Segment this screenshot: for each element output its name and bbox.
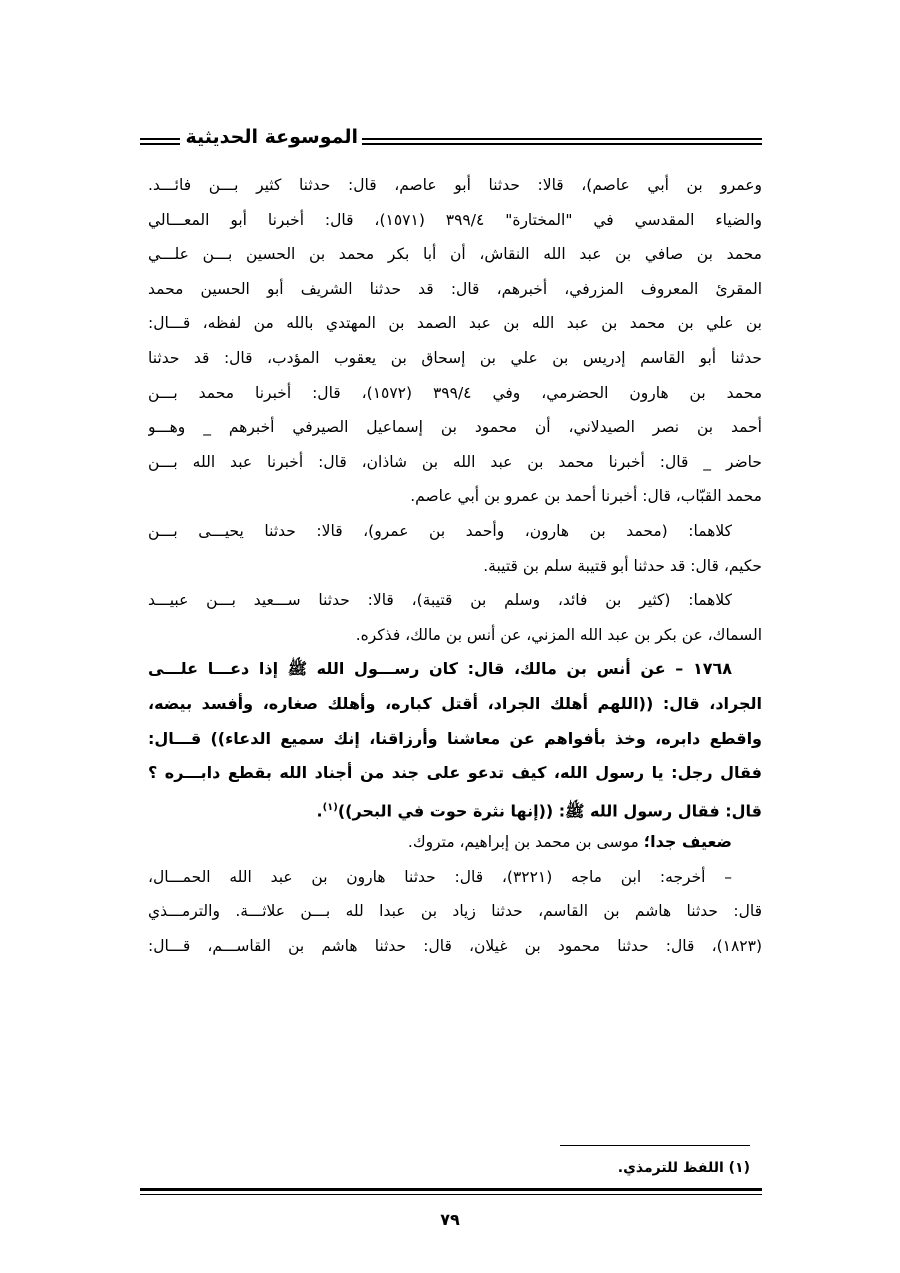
- hadith-line-last: [148, 791, 762, 826]
- text-line: – أخرجه: ابن ماجه (٣٢٢١)، قال: حدثنا هارون بن عبد الله الحمـــال،: [148, 867, 732, 886]
- running-header: [140, 128, 762, 164]
- text-line: حاضر _ قال: أخبرنا محمد بن عبد الله بن شاذان، قال: أخبرنا عبد الله بـــن: [148, 452, 762, 471]
- footnote-separator: [560, 1145, 750, 1146]
- text-line: حكيم، قال: قد حدثنا أبو قتيبة سلم بن قتيبة.: [483, 556, 762, 575]
- text-line: السماك، عن بكر بن عبد الله المزني، عن أنس بن مالك، فذكره.: [355, 625, 762, 644]
- text-line: محمد بن هارون الحضرمي، وفي ٣٩٩/٤ (١٥٧٢)، قال: أخبرنا محمد بـــن: [148, 383, 762, 402]
- page-number: ٧٩: [440, 1210, 460, 1229]
- footnote: (١) اللفظ للترمذي.: [617, 1160, 750, 1176]
- text-line: محمد بن صافي بن عبد الله النقاش، أن أبا بكر محمد بن الحسين بـــن علـــي: [148, 245, 762, 264]
- grading-label: ضعيف جدا؛: [643, 832, 732, 852]
- hadith-line: واقطع دابره، وخذ بأفواهم عن معاشنا وأرزاقنا، إنك سميع الدعاء)) قـــال:: [148, 728, 762, 748]
- grading-line: [148, 825, 762, 860]
- text-line: قال: حدثنا هاشم بن القاسم، حدثنا زياد بن عبدا لله بـــن علاثـــة. والترمـــذي: [148, 902, 762, 921]
- text-line: كلاهما: (محمد بن هارون، وأحمد بن عمرو)، قالا: حدثنا يحيـــى بـــن: [148, 521, 732, 540]
- text-line: محمد القبّاب، قال: أخبرنا أحمد بن عمرو بن أبي عاصم.: [410, 487, 762, 506]
- grading-text: موسى بن محمد بن إبراهيم، متروك.: [407, 833, 644, 852]
- hadith-line: فقال رجل: يا رسول الله، كيف تدعو على جند من أجناد الله بقطع دابـــره ؟: [148, 763, 762, 783]
- text-line: (١٨٢٣)، قال: حدثنا محمود بن غيلان، قال: حدثنا هاشم بن القاســـم، قـــال:: [148, 937, 762, 956]
- text-line: أحمد بن نصر الصيدلاني، أن محمود بن إسماعيل الصيرفي أخبرهم _ وهـــو: [148, 418, 762, 437]
- text-line: بن علي بن محمد بن عبد الله بن عبد الصمد بن المهتدي بالله من لفظه، قـــال:: [148, 314, 762, 333]
- text-line: كلاهما: (كثير بن فائد، وسلم بن قتيبة)، قالا: حدثنا ســـعيد بـــن عبيـــد: [148, 591, 732, 610]
- text-line: والضياء المقدسي في "المختارة" ٣٩٩/٤ (١٥٧١)، قال: أخبرنا أبو المعـــالي: [148, 210, 762, 229]
- header-rule-right: [362, 138, 762, 148]
- hadith-line: الجراد، قال: ((اللهم أهلك الجراد، أقتل كباره، وأهلك صغاره، وأفسد بيضه،: [148, 693, 762, 713]
- text-line: حدثنا أبو القاسم إدريس بن علي بن إسحاق بن يعقوب المؤدب، قال: قد حدثنا: [148, 348, 762, 367]
- header-rule-left: [140, 138, 180, 148]
- footnote-ref: (١): [322, 801, 338, 813]
- bottom-rule: [140, 1188, 762, 1195]
- body-text: [148, 168, 762, 964]
- hadith-line-text: قال: فقال رسول الله ﷺ: ((إنها نثرة حوت في البحر)): [337, 801, 762, 821]
- text-line: وعمرو بن أبي عاصم)، قالا: حدثنا أبو عاصم، قال: حدثنا كثير بـــن فائـــد.: [148, 176, 762, 194]
- header-title: الموسوعة الحديثية: [185, 126, 358, 148]
- hadith-line: ١٧٦٨ – عن أنس بن مالك، قال: كان رســـول الله ﷺ إذا دعـــا علـــى: [148, 659, 732, 679]
- text-line: المقرئ المعروف المزرفي، أخبرهم، قال: قد حدثنا الشريف أبو الحسين محمد: [148, 279, 762, 298]
- hadith-line-tail: .: [316, 801, 323, 821]
